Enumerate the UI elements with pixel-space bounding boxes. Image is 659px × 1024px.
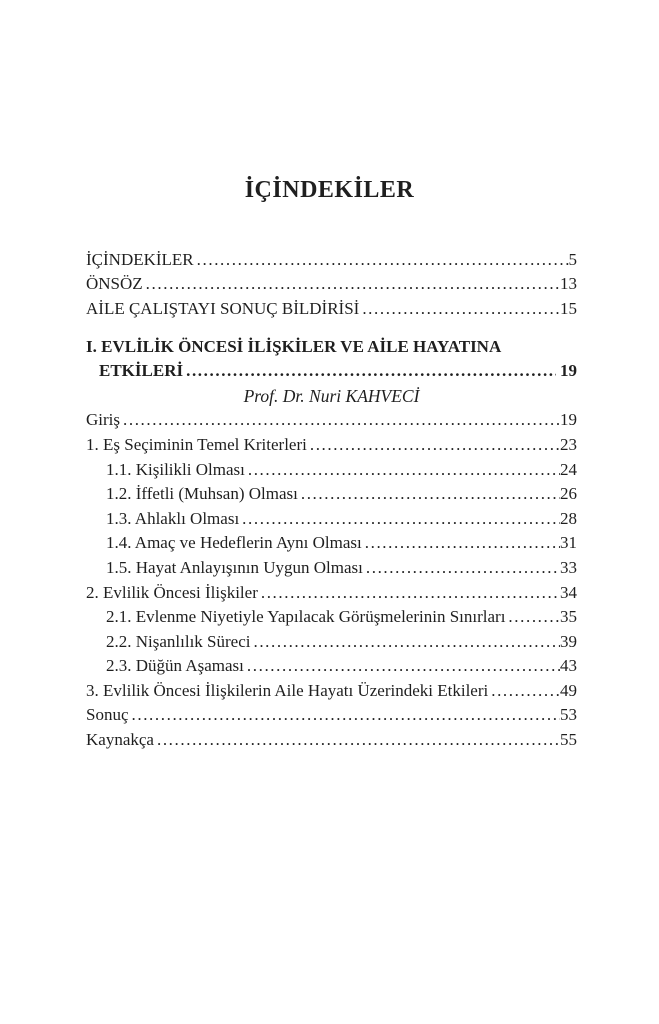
toc-page-number: 5	[568, 249, 577, 269]
toc-page-number: 19	[560, 410, 577, 430]
toc-list	[86, 248, 577, 753]
toc-entry	[86, 458, 577, 483]
toc-entry-label: 1.1. Kişilikli Olması	[106, 459, 245, 479]
toc-page-number: 28	[560, 508, 577, 528]
dot-leader	[310, 433, 560, 458]
page-title: İÇİNDEKİLER	[244, 177, 415, 203]
toc-entry	[86, 507, 577, 532]
toc-page-number: 53	[560, 705, 577, 725]
toc-entry-label: Giriş	[86, 410, 120, 430]
toc-entry-label: 3. Evlilik Öncesi İlişkilerin Aile Hayatı Üzerindeki Etkileri	[86, 680, 489, 700]
toc-entry	[86, 297, 577, 322]
toc-entry	[86, 703, 577, 728]
toc-entry-label: 2. Evlilik Öncesi İlişkiler	[86, 582, 258, 602]
toc-entry-label: 2.2. Nişanlılık Süreci	[106, 631, 251, 651]
author-line: Prof. Dr. Nuri KAHVECİ	[243, 385, 420, 406]
toc-entry-label: I. EVLİLİK ÖNCESİ İLİŞKİLER VE AİLE HAYATINA	[86, 336, 502, 356]
dot-leader	[242, 507, 560, 532]
toc-entry	[86, 679, 577, 704]
toc-entry-label: AİLE ÇALIŞTAYI SONUÇ BİLDİRİSİ	[86, 298, 360, 318]
dot-leader	[248, 458, 560, 483]
toc-entry-label: ÖNSÖZ	[86, 274, 143, 294]
toc-page-number: 33	[560, 557, 577, 577]
toc-page-number: 55	[560, 730, 577, 750]
dot-leader	[123, 408, 560, 433]
toc-entry-label: Kaynakça	[86, 730, 154, 750]
toc-entry-label: İÇİNDEKİLER	[86, 249, 194, 269]
toc-entry-label: ETKİLERİ	[99, 361, 184, 381]
toc-entry	[86, 248, 577, 273]
toc-entry	[86, 556, 577, 581]
dot-leader	[253, 630, 560, 655]
toc-entry-label: 2.3. Düğün Aşaması	[106, 656, 244, 676]
dot-leader	[362, 297, 560, 322]
dot-leader	[491, 679, 560, 704]
toc-page-number: 19	[560, 361, 577, 381]
toc-entry-label: 1.4. Amaç ve Hedeflerin Aynı Olması	[106, 533, 362, 553]
toc-page-number: 31	[560, 533, 577, 553]
toc-page-number: 15	[560, 298, 577, 318]
toc-page-number: 39	[560, 631, 577, 651]
dot-leader	[365, 531, 560, 556]
toc-entry	[86, 630, 577, 655]
dot-leader	[186, 359, 556, 384]
chapter-heading	[86, 335, 577, 384]
toc-entry	[86, 728, 577, 753]
dot-leader	[508, 605, 560, 630]
dot-leader	[247, 654, 560, 679]
toc-entry-label: 1.3. Ahlaklı Olması	[106, 508, 240, 528]
toc-entry-label: 2.1. Evlenme Niyetiyle Yapılacak Görüşmelerinin Sınırları	[106, 607, 506, 627]
toc-page-number: 13	[560, 274, 577, 294]
dot-leader	[261, 581, 560, 606]
toc-page-number: 35	[560, 607, 577, 627]
dot-leader	[301, 482, 560, 507]
toc-page-number: 34	[560, 582, 577, 602]
toc-entry	[86, 482, 577, 507]
toc-entry	[86, 531, 577, 556]
toc-entry-label: Sonuç	[86, 705, 129, 725]
toc-page-number: 23	[560, 434, 577, 454]
dot-leader	[146, 272, 560, 297]
toc-page-number: 49	[560, 680, 577, 700]
toc-entry	[86, 408, 577, 433]
toc-page-number: 43	[560, 656, 577, 676]
toc-entry	[86, 433, 577, 458]
toc-entry	[86, 605, 577, 630]
toc-entry	[86, 272, 577, 297]
dot-leader	[197, 248, 569, 273]
toc-page-number: 24	[560, 459, 577, 479]
toc-entry-label: 1.2. İffetli (Muhsan) Olması	[106, 484, 298, 504]
toc-entry	[86, 581, 577, 606]
toc-entry	[86, 654, 577, 679]
chapter-heading-line1	[86, 335, 577, 360]
toc-page-number: 26	[560, 484, 577, 504]
toc-entry-label: 1.5. Hayat Anlayışının Uygun Olması	[106, 557, 363, 577]
dot-leader	[157, 728, 560, 753]
dot-leader	[366, 556, 560, 581]
toc-entry-label: 1. Eş Seçiminin Temel Kriterleri	[86, 434, 307, 454]
chapter-heading-line2	[86, 359, 577, 384]
dot-leader	[132, 703, 561, 728]
